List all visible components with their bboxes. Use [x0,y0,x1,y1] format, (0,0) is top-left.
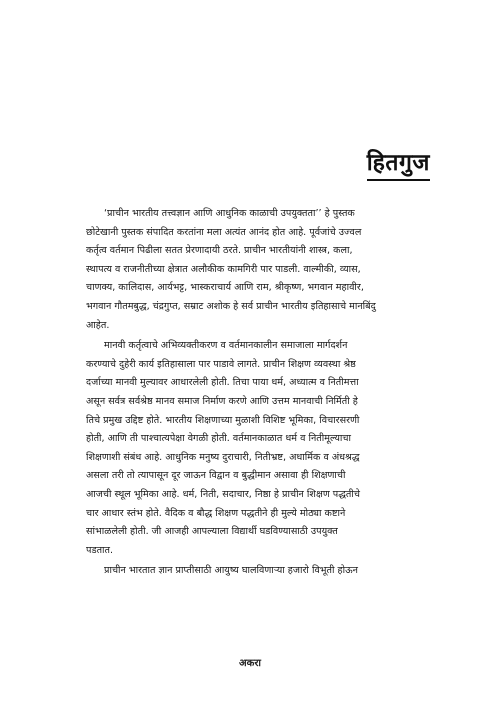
heading-underline [367,179,430,181]
text-line: चार आधार स्तंभ होते. वैदिक व बौद्ध शिक्षण पद्धतीने ही मुल्ये मोठ्या कष्टाने [86,507,346,519]
text-line: मानवी कर्तृत्वाचे अभिव्यक्तीकरण व वर्तमानकालीन समाजाला मार्गदर्शन [104,340,348,352]
text-line: आहेत. [86,319,110,331]
text-line: होती, आणि ती पाश्‍चात्यपेक्षा वेगळी होती. वर्तमानकाळात धर्म व नितीमूल्याचा [86,433,351,445]
page-heading: हितगुज [366,150,430,176]
text-line: असून सर्वत्र सर्वश्रेष्ठ मानव समाज निर्माण करणे आणि उत्तम मानवाची निर्मिती हे [86,395,358,407]
text-line: पडतात. [86,544,114,556]
text-line: छोटेखानी पुस्तक संपादित करतांना मला अत्यंत आनंद होत आहे. पूर्वजांचे उज्वल [86,226,362,238]
text-line: शिक्षणाशी संबंध आहे. आधुनिक मनुष्य दुराचारी, नितीभ्रष्ट, अधार्मिक व अंधश्रद्ध [86,451,360,463]
text-line: असला तरी तो त्यापासून दूर जाऊन विद्वान व बुद्धीमान असावा ही शिक्षणाची [86,470,346,482]
text-line: कर्तृत्व वर्तमान पिढीला सतत प्रेरणादायी ठरते. प्राचीन भारतीयांनी शास्त्र, कला, [86,245,353,257]
text-line: दर्जाच्या मानवी मुल्यावर आधारलेली होती. तिचा पाया धर्म, अध्यात्म व नितीमत्ता [86,377,359,389]
text-line: तिचे प्रमुख उद्दिष्ट होते. भारतीय शिक्षणाच्या मुळाशी विशिष्ट भूमिका, विचारसरणी [86,414,360,426]
text-line: सांभाळलेली होती. जी आजही आपल्याला विद्यार्थी घडविण्यासाठी उपयुक्त [86,526,338,538]
body-text [86,205,426,583]
text-line: आजची स्थूल भूमिका आहे. धर्म, निती, सदाचार, निष्ठा हे प्राचीन शिक्षण पद्धतीचे [86,488,360,500]
paragraph-2 [86,337,426,560]
text-line: स्थापत्य व राजनीतीच्या क्षेत्रात अलौकीक कामगिरी पार पाडली. वाल्मीकी, व्यास, [86,263,361,275]
paragraph-3 [86,562,426,581]
text-line: प्राचीन भारतात ज्ञान प्राप्तीसाठी आयुष्य घालविणाऱ्या हजारो विभूती होऊन [104,565,358,577]
text-line: भगवान गौतमबुद्ध, चंद्रगुप्त, सम्राट अशोक हे सर्व प्राचीन भारतीय इतिहासाचे मानबिंदु [86,300,376,312]
text-line: चाणक्य, कालिदास, आर्यभट्ट, भास्कराचार्य आणि राम, श्रीकृष्ण, भगवान महावीर, [86,282,364,294]
paragraph-1 [86,205,426,335]
heading-block [367,148,430,181]
text-line: करण्याचे दुहेरी कार्य इतिहासाला पार पाडावे लागते. प्राचीन शिक्षण व्यवस्था श्रेष्ठ [86,358,356,370]
text-line: ‘प्राचीन भारतीय तत्त्वज्ञान आणि आधुनिक काळाची उपयुक्तता’’ हे पुस्तक [104,208,355,219]
page-number: अकरा [239,658,261,669]
